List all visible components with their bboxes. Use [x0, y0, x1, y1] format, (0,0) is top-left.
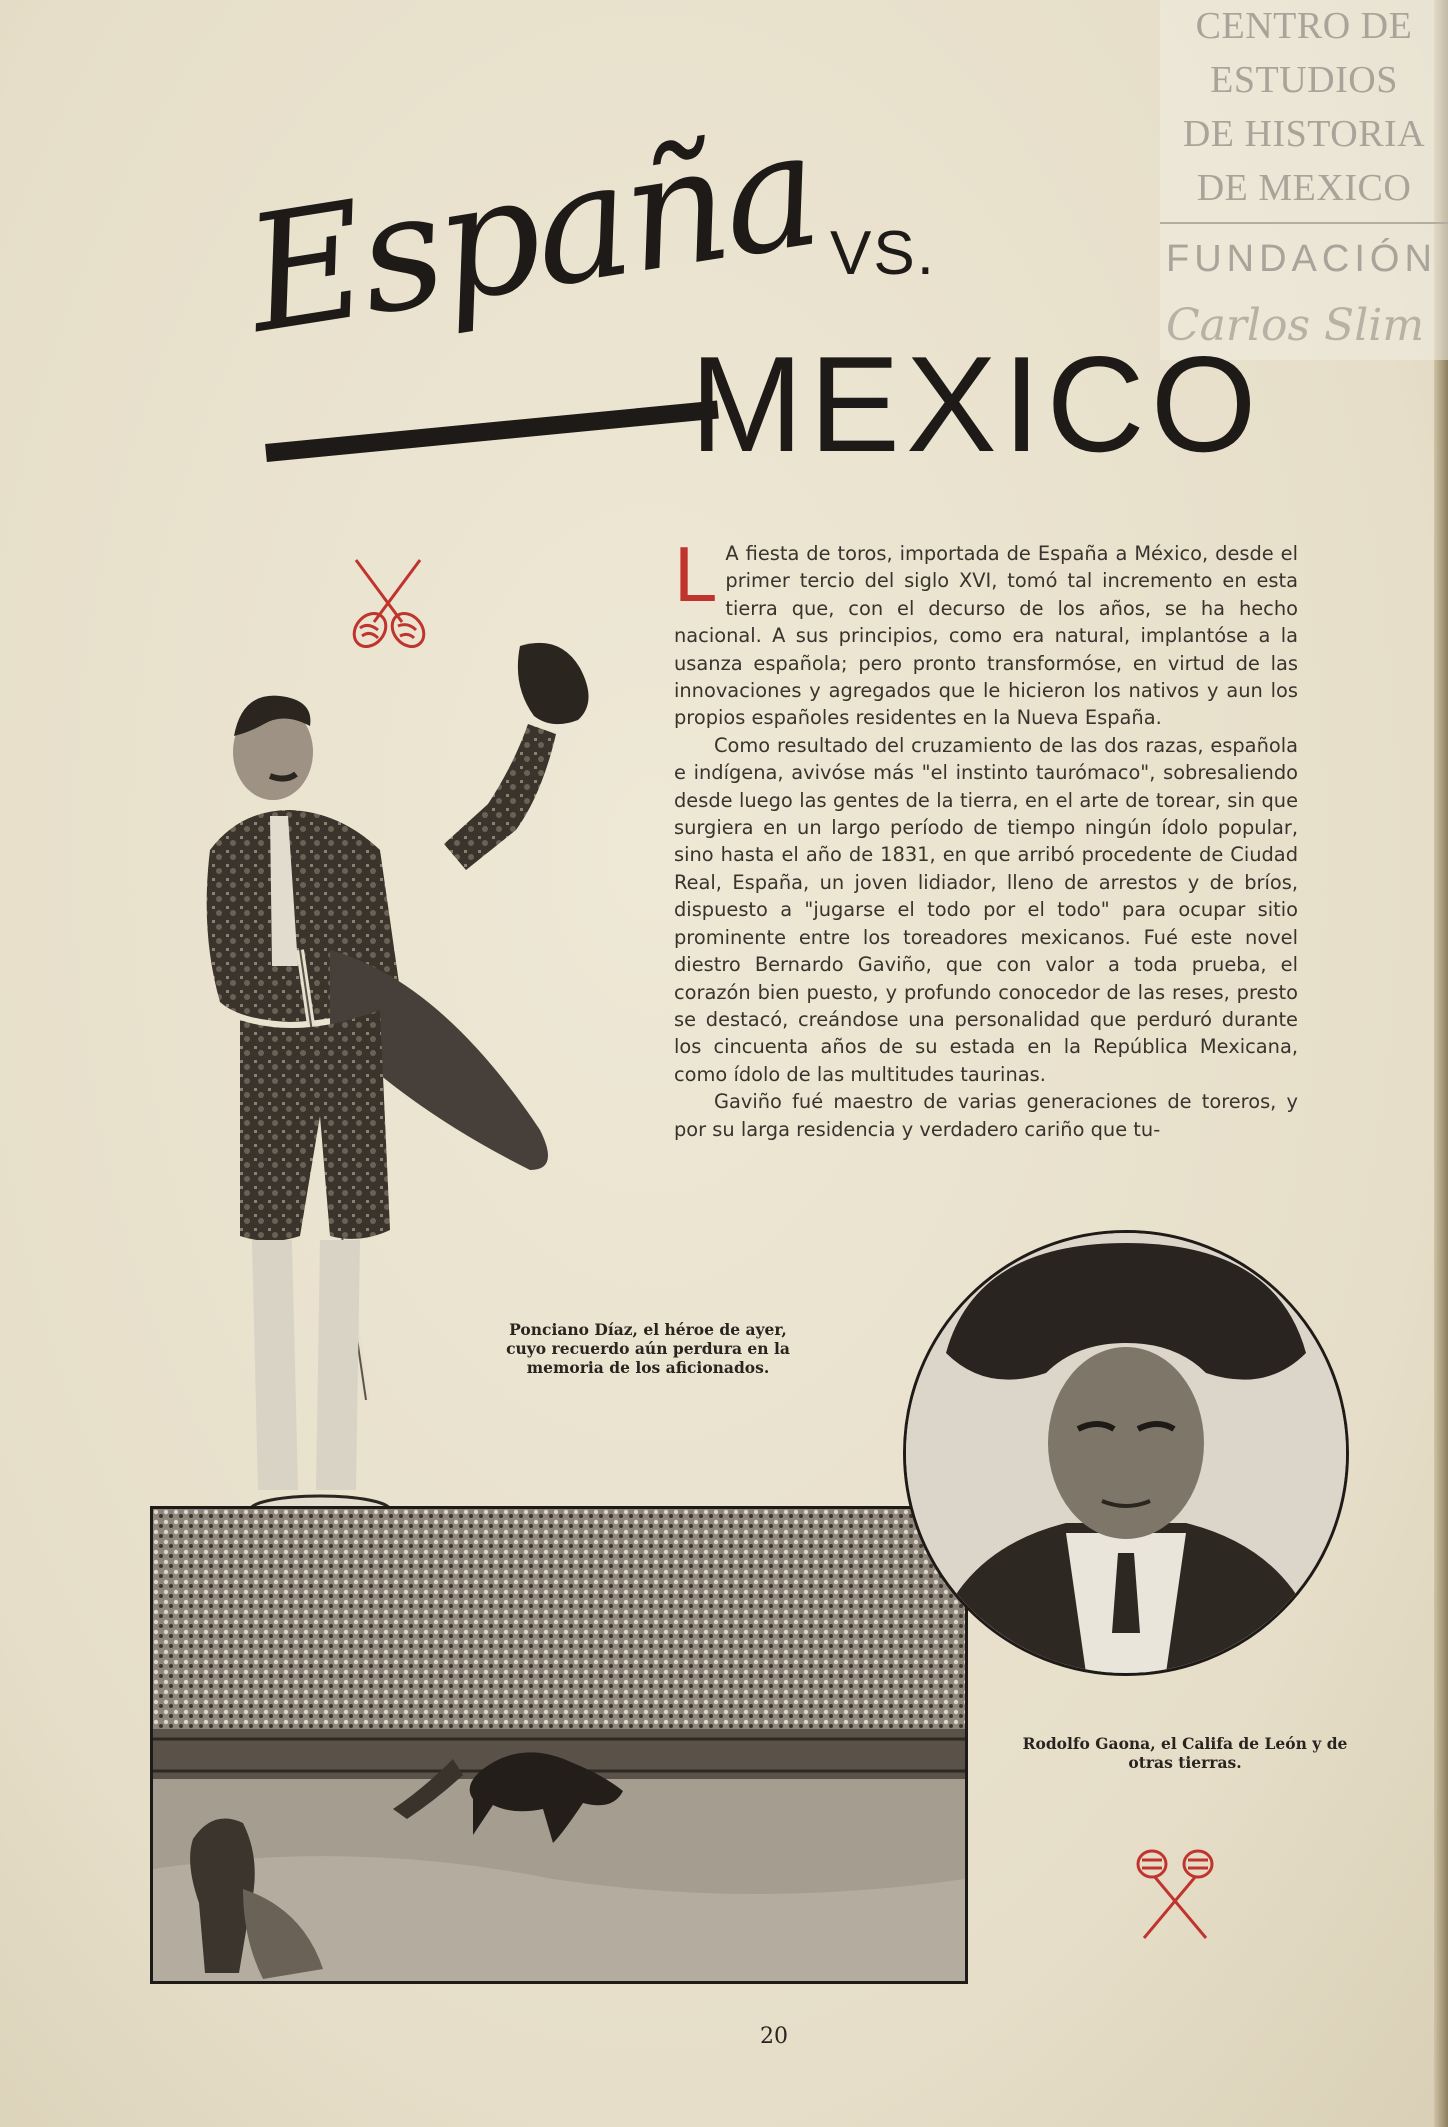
watermark-line: CENTRO DE — [1195, 5, 1413, 47]
article-paragraph: Como resultado del cruzamiento de las dos razas, española e indígena, avivóse más "el instinto taurómaco", sobresaliendo desde luego las gentes de la tierra, en el arte de torear, sin que surgiera en un largo período de tiempo ningún ídolo popular, sino hasta el año de 1831, en que arribó procedente de Ciudad Real, España, un joven lidiador, lleno de arrestos y de bríos, dispuesto a "jugarse el todo por el todo" para ocupar sitio prominente entre los toreadores mexicanos. Fué este novel diestro Bernardo Gaviño, que con valor a toda prueba, el corazón bien puesto, y profundo conocedor de las reses, presto se destacó, creándose una personalidad que perduró durante los cincuenta años de su estada en la República Mexicana, como ídolo de las multitudes taurinas. — [674, 733, 1298, 1086]
drop-cap: L — [674, 530, 718, 618]
title-espana: España — [234, 94, 829, 369]
paragraph-text: A fiesta de toros, importada de España a México, desde el primer tercio del siglo XVI, tomó tal incremento en esta tierra que, con el decurso de los años, se ha hecho nacional. A sus principios, como era natural, implantóse a la usanza española; pero pronto transformóse, en virtud de las innovaciones y agregados que le hicieron los nativos y aun los propios españoles residentes en la Nueva España. — [674, 542, 1298, 730]
title-vs: VS. — [830, 219, 936, 288]
matador-standing-photo — [170, 640, 630, 1560]
watermark-divider — [1160, 222, 1448, 224]
caption-gaona: Rodolfo Gaona, el Califa de León y de otras tierras. — [1022, 1734, 1348, 1772]
watermark-line: DE MEXICO — [1196, 167, 1412, 209]
watermark-line: ESTUDIOS — [1210, 59, 1398, 101]
article-paragraph — [674, 530, 1298, 732]
bullring-photo — [150, 1506, 968, 1984]
article-body — [674, 530, 1298, 1143]
watermark-foundation: FUNDACIÓN — [1166, 238, 1437, 280]
article-paragraph: Gaviño fué maestro de varias generaciones de toreros, y por su larga residencia y verdadero cariño que tu- — [674, 1090, 1298, 1141]
portrait-figure — [906, 1233, 1346, 1673]
watermark-line: DE HISTORIA — [1182, 113, 1426, 155]
caption-ponciano: Ponciano Díaz, el héroe de ayer, cuyo recuerdo aún perdura en la memoria de los aficionados. — [506, 1320, 790, 1377]
title-underline-bar — [265, 401, 719, 462]
gaona-portrait-photo — [903, 1230, 1349, 1676]
title-mexico: MEXICO — [690, 328, 1263, 480]
crossed-maracas-icon — [1132, 1846, 1218, 1942]
page-number: 20 — [760, 2024, 788, 2049]
bullring-scene — [153, 1509, 965, 1981]
crossed-maracas-icon — [346, 556, 430, 652]
watermark-signature: Carlos Slim — [1166, 300, 1425, 351]
